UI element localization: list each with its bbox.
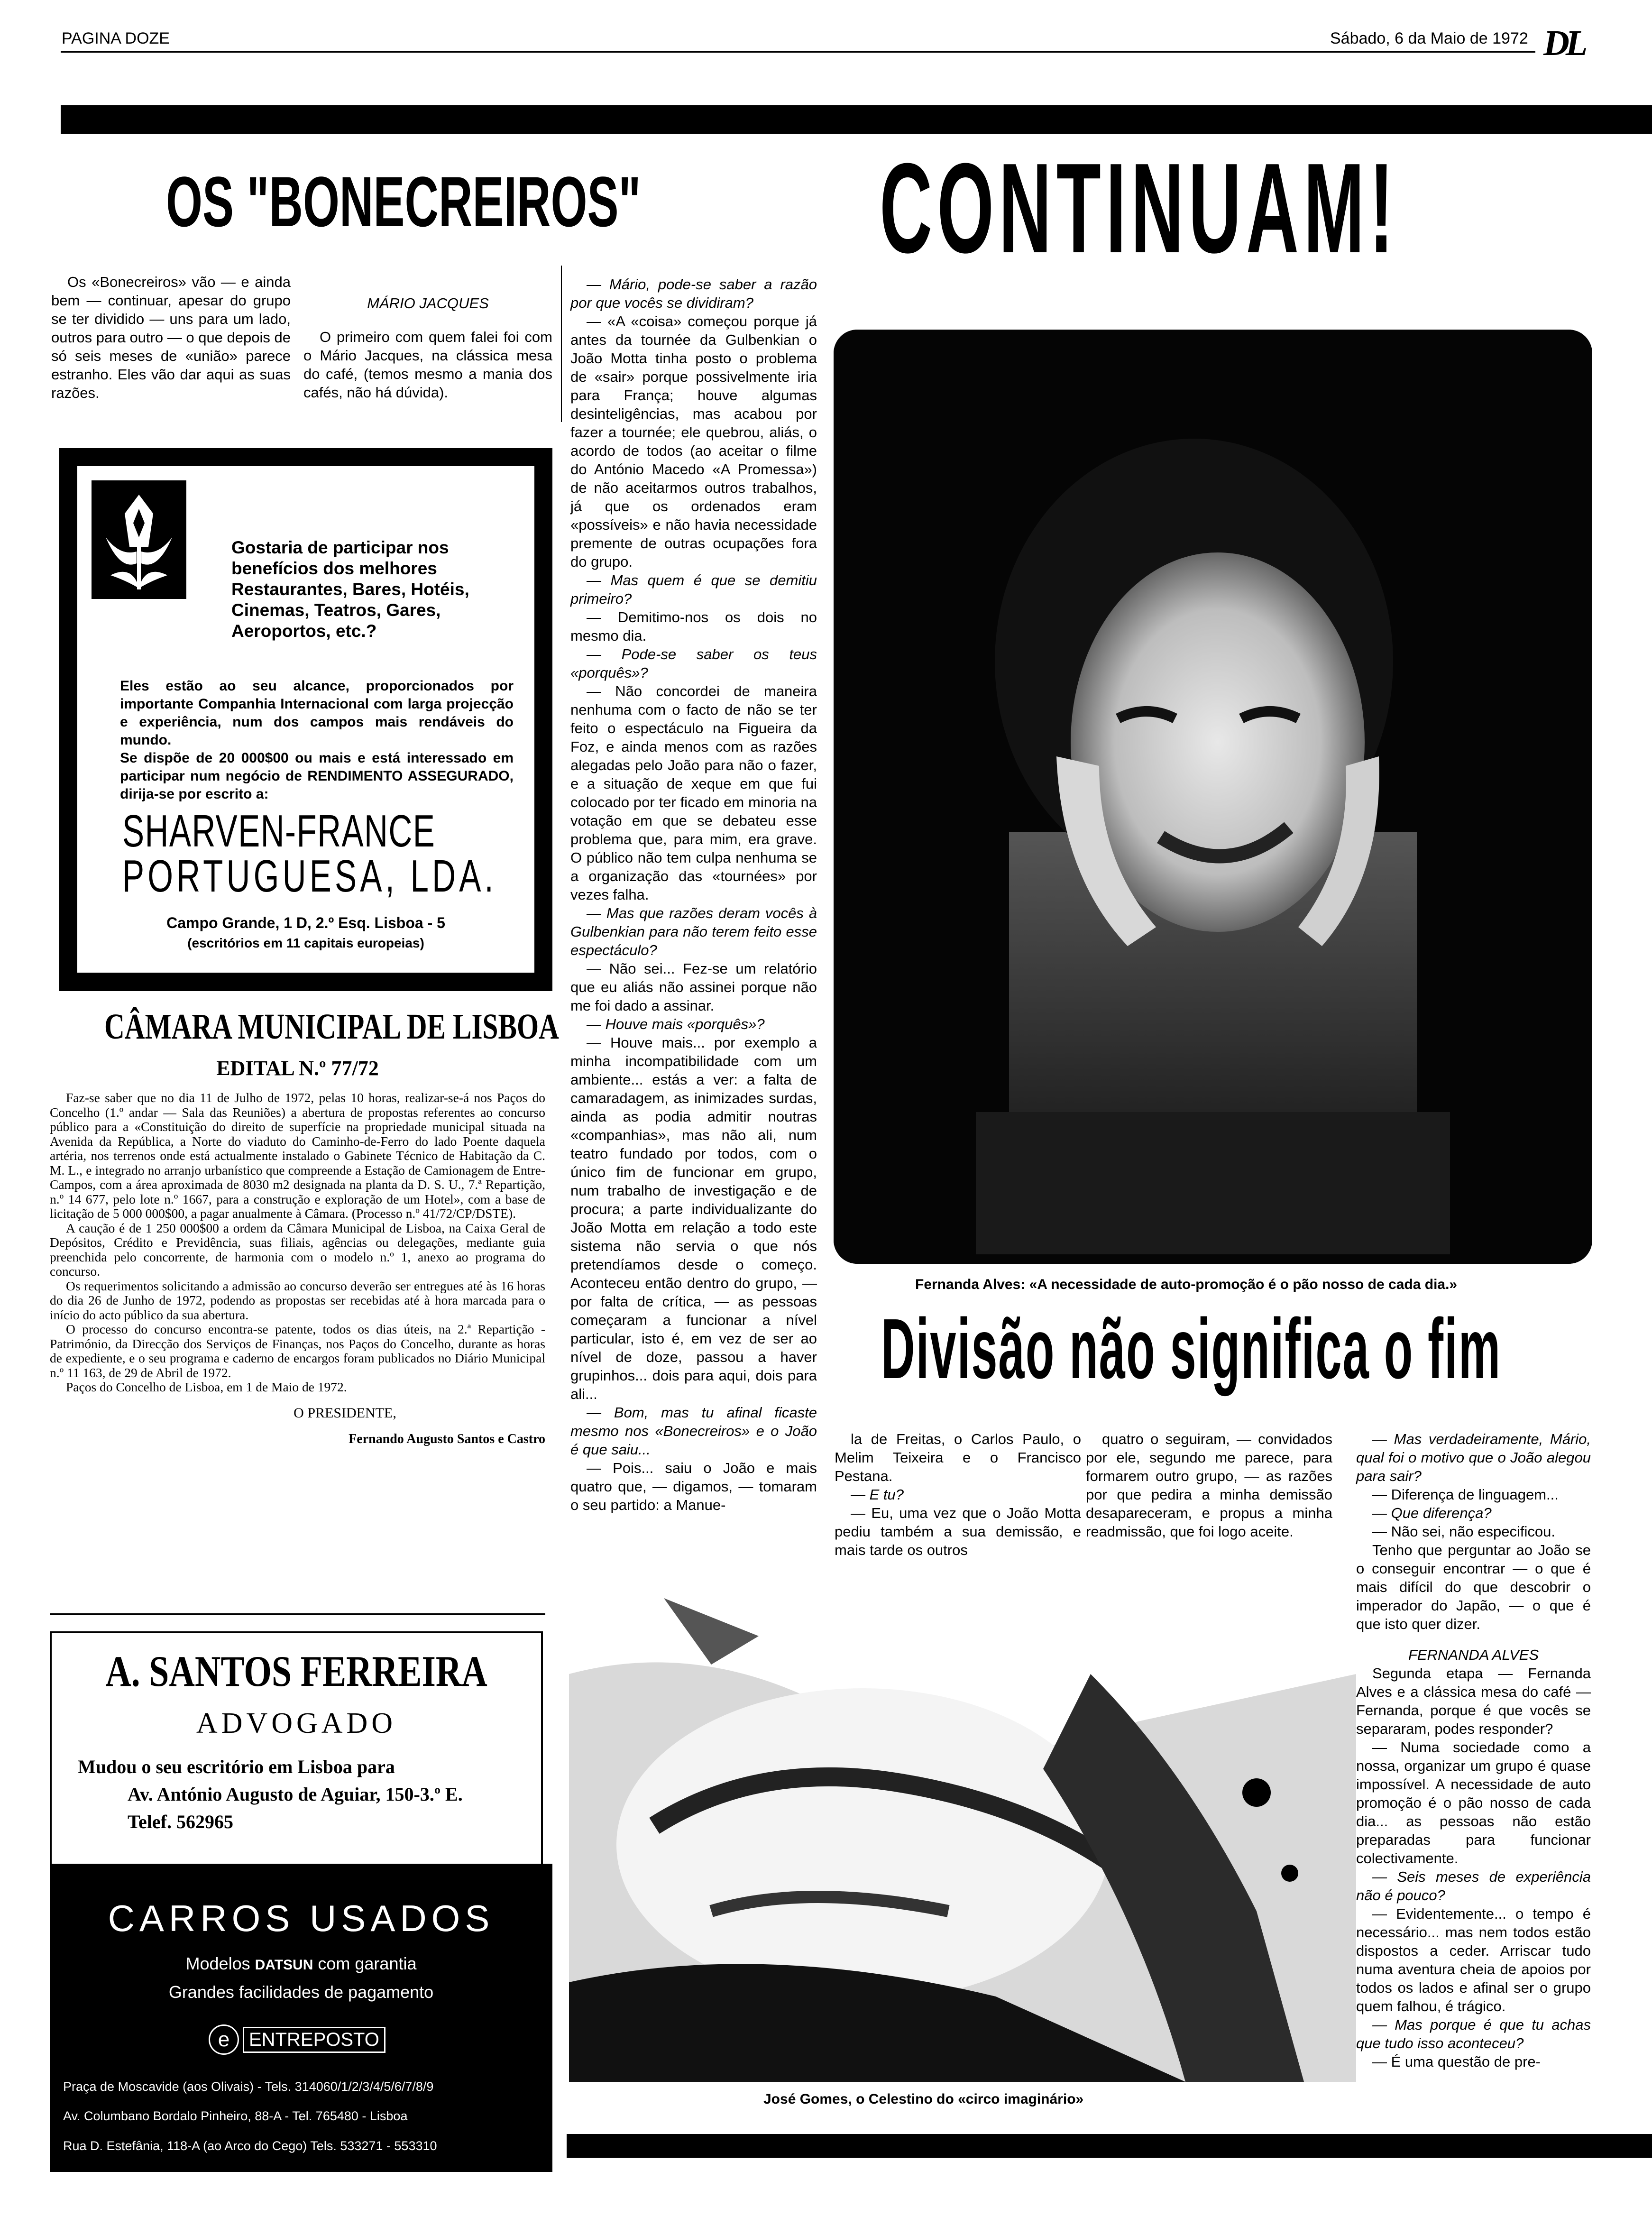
ad1-brand1: SHARVEN-FRANCE bbox=[122, 806, 436, 856]
subhead: Divisão não significa o fim bbox=[881, 1301, 1502, 1397]
paragraph: — Houve mais «porquês»? bbox=[587, 1016, 765, 1032]
bottom-column-2 bbox=[1086, 1430, 1332, 1541]
ad1-brand2: PORTUGUESA, LDA. bbox=[122, 851, 497, 902]
intro-text: Os «Bonecreiros» vão — e ainda bem — continuar, apesar do grupo se ter dividido — uns para um lado, outros para outro — o que depois de só seis meses de «união» parece estranho. Eles vão dar aqui as suas razões. bbox=[51, 274, 291, 401]
edital-p1: Faz-se saber que no dia 11 de Julho de 1972, pelas 10 horas, realizar-se-á nos Paços do Concelho (1.º andar — Sala das Reuniões) a abertura de propostas referentes ao concurso público para a «Constituição do direito de superfície na propriedade municipal situada na Avenida da República, a Norte do viaduto do Caminho-de-Ferro do lado Poente daquela artéria, nos terrenos onde está actualmente instalado o Gabinete Técnico de Habitação da C. M. L., e integrado no arranjo urbanístico que compreende a Estação de Camionagem de Entre-Campos, com a área aproximada de 8030 m2 designada na planta da D. S. U., 7.ª Repartição, n.º 14 677, pelo lote n.º 1667, para a construção e exploração de um Hotel», com a base de licitação de 5 000 000$00, a pagar anualmente à Câmara. (Processo n.º 41/72/CP/DSTE). bbox=[50, 1090, 545, 1221]
paragraph: Segunda etapa — Fernanda Alves e a clássica mesa do café — Fernanda, porque é que vocês se separaram, podes responder? bbox=[1356, 1665, 1591, 1737]
edital-rule bbox=[50, 1613, 545, 1615]
ad1-body2c: dirija-se por escrito a: bbox=[120, 786, 269, 802]
ad3-line2: Grandes facilidades de pagamento bbox=[168, 1982, 434, 2002]
paragraph: — Numa sociedade como a nossa, organizar um grupo é quase impossível. A necessidade de auto promoção é o pão nosso de cada dia... as pessoas não estão preparadas para funcionar colectivamente. bbox=[1356, 1739, 1591, 1867]
paragraph: — Que diferença? bbox=[1372, 1505, 1492, 1521]
ad1-body bbox=[120, 677, 514, 803]
paragraph: — «A «coisa» começou porque já antes da tournée da Gulbenkian o João Motta tinha posto o problema de «sair» porque possivelmente iria para França; houve algumas desinteligências, mas acabou por fazer a tournée; ele quebrou, aliás, o acordo de todos (ao aceitar o filme do António Macedo «A Promessa») de não aceitarmos outros trabalhos, já que os ordenados eram «possíveis» e não havia necessidade premente de outras ocupações fora do grupo. bbox=[570, 313, 817, 570]
paragraph: — E tu? bbox=[851, 1486, 904, 1503]
ad2-line2: Av. António Augusto de Aguiar, 150-3.º E. bbox=[128, 1784, 463, 1805]
ad2-line3: Telef. 562965 bbox=[128, 1811, 233, 1832]
portrait-image bbox=[834, 330, 1592, 1264]
edital-title: CÂMARA MUNICIPAL DE LISBOA bbox=[104, 1007, 559, 1047]
edital-p2: A caução é de 1 250 000$00 a ordem da Câmara Municipal de Lisboa, na Caixa Geral de Depósitos, Crédito e Previdência, suas filiais, agências ou delegações, mediante guia preenchida pelo concorrente, de harmonia com o modelo n.º 1, anexo ao programa do concurso. bbox=[50, 1220, 545, 1279]
headline-right: CONTINUAM! bbox=[880, 137, 1399, 280]
ad1-note: (escritórios em 11 capitais europeias) bbox=[187, 936, 424, 950]
edital-number: EDITAL N.º 77/72 bbox=[216, 1057, 379, 1080]
paragraph: — Pode-se saber os teus «porquês»? bbox=[570, 646, 817, 681]
ad1-lead: Gostaria de participar nos benefícios dos melhores Restaurantes, Bares, Hotéis, Cinemas, Teatros, Gares, Aeroportos, etc.? bbox=[231, 538, 469, 641]
edital-p4: O processo do concurso encontra-se patente, todos os dias úteis, na 2.ª Repartição - Património, da Direcção dos Serviços de Finanças, nos Paços do Concelho, durante as horas de expediente, e o seu programa e caderno de encargos foram publicados no Diário Municipal n.º 11 163, de 29 de Abril de 1972. bbox=[50, 1322, 545, 1380]
ad1-body2b: RENDIMENTO ASSEGURADO, bbox=[307, 768, 514, 784]
ad-santos-ferreira bbox=[50, 1631, 543, 1868]
ad3-addr3: Rua D. Estefânia, 118-A (ao Arco do Cego) Tels. 533271 - 553310 bbox=[63, 2139, 437, 2153]
newspaper-logo: DL bbox=[1543, 23, 1584, 63]
ad1-body2a: Se dispõe de 20 000$00 ou mais e está interessado em participar num negócio de bbox=[120, 750, 514, 784]
clown-image bbox=[569, 1579, 1356, 2082]
ad1-address: Campo Grande, 1 D, 2.º Esq. Lisboa - 5 bbox=[166, 914, 445, 931]
paragraph: — Bom, mas tu afinal ficaste mesmo nos «Bonecreiros» e o João é que saiu... bbox=[570, 1404, 817, 1458]
paragraph: — Houve mais... por exemplo a minha incompatibilidade com um ambiente... estás a ver: a falta de camaradagem, as inimizades surdas, ainda as podia admitir noutras «companhias», mas não ali, num teatro fundado por todos, com o único fim de funcionar em grupo, num trabalho de investigação e de procura; a parte individualizante do João Motta em relação a todo este sistema não servia o que nós pretendíamos desde o começo. Aconteceu então dentro do grupo, — por falta de crítica, — as pessoas começaram a funcionar a nível particular, isto é, em vez de ser ao nível de doze, passou a haver grupinhos... dois para aqui, dois para ali... bbox=[570, 1034, 817, 1402]
edital-sign-name: Fernando Augusto Santos e Castro bbox=[349, 1431, 545, 1446]
bottom-bar bbox=[567, 2134, 1652, 2158]
ad-carros-usados bbox=[50, 1864, 552, 2172]
paragraph: — Pois... saiu o João e mais quatro que, — digamos, — tomaram o seu partido: a Manue- bbox=[570, 1460, 817, 1513]
photo2-caption: José Gomes, o Celestino do «circo imaginário» bbox=[763, 2091, 1084, 2107]
col2-article bbox=[303, 294, 552, 402]
paragraph: — Não concordei de maneira nenhuma com o facto de não se ter feito o espectáculo na Figueira da Foz, e ainda menos com as razões alegadas pelo João para não o fazer, e a situação de xeque em que fui colocado por ter ficado em minoria na votação em que se debateu esse problema que, para mim, era grave. O público não tem culpa nenhuma se a organização das «tournées» por vezes falha. bbox=[570, 683, 817, 903]
photo1-caption: Fernanda Alves: «A necessidade de auto-promoção é o pão nosso de cada dia.» bbox=[915, 1277, 1458, 1292]
header-rule bbox=[61, 51, 1535, 53]
interview-column-1 bbox=[570, 275, 817, 1514]
edital-p3: Os requerimentos solicitando a admissão ao concurso deverão ser entregues até às 16 horas do dia 26 de Junho de 1972, podendo as propostas ser recebidas até à hora marcada para o início do acto público da sua abertura. bbox=[50, 1278, 545, 1322]
paragraph: — Mas quem é que se demitiu primeiro? bbox=[570, 572, 817, 607]
headline-left: OS "BONECREIROS" bbox=[166, 162, 641, 241]
issue-date: Sábado, 6 da Maio de 1972 bbox=[1330, 29, 1528, 47]
paragraph: — Não sei... Fez-se um relatório que eu aliás não assinei porque não me foi dado a assinar. bbox=[570, 960, 817, 1014]
paragraph: quatro o seguiram, — convidados por ele, segundo me parece, para formarem outro grupo, — as razões por que pedira a minha demissão desapareceram, e propus a minha readmissão, que foi logo aceite. bbox=[1086, 1431, 1332, 1540]
edital-body bbox=[50, 1091, 545, 1395]
photo-jose-gomes bbox=[569, 1579, 1356, 2082]
flower-logo-icon bbox=[92, 480, 186, 599]
paragraph: — Mário, pode-se saber a razão por que vocês se dividiram? bbox=[570, 276, 817, 311]
paragraph: — Seis meses de experiência não é pouco? bbox=[1356, 1868, 1591, 1904]
paragraph: — Mas porque é que tu achas que tudo isso aconteceu? bbox=[1356, 2016, 1591, 2051]
entreposto-logo-icon: e bbox=[209, 2024, 239, 2055]
ad2-title: ADVOGADO bbox=[196, 1707, 397, 1739]
ad2-name: A. SANTOS FERREIRA bbox=[105, 1647, 487, 1695]
bottom-column-1 bbox=[835, 1430, 1081, 1559]
paragraph: — Mas que razões deram vocês à Gulbenkian para não terem feito esse espectáculo? bbox=[570, 905, 817, 958]
paragraph: — É uma questão de pre- bbox=[1372, 2053, 1541, 2070]
entreposto-label: ENTREPOSTO bbox=[243, 2027, 385, 2053]
paragraph: — Mas verdadeiramente, Mário, qual foi o motivo que o João alegou para sair? bbox=[1356, 1431, 1591, 1484]
entreposto-brand bbox=[209, 2025, 385, 2054]
photo-fernanda-alves bbox=[834, 330, 1592, 1264]
edital-p5: Paços do Concelho de Lisboa, em 1 de Maio de 1972. bbox=[66, 1380, 347, 1394]
edital-notice bbox=[50, 1003, 559, 1447]
ad3-addr1: Praça de Moscavide (aos Olivais) - Tels. 314060/1/2/3/4/5/6/7/8/9 bbox=[63, 2079, 434, 2094]
interview-column-right bbox=[1356, 1430, 1591, 2071]
page-label: PAGINA DOZE bbox=[62, 29, 170, 47]
top-bar bbox=[61, 105, 1652, 134]
ad3-line1: Modelos DATSUN com garantia bbox=[185, 1954, 417, 1973]
datsun-logo: DATSUN bbox=[255, 1957, 313, 1973]
ad3-addr2: Av. Columbano Bordalo Pinheiro, 88-A - Tel. 765480 - Lisboa bbox=[63, 2109, 408, 2123]
paragraph: — Não sei, não especificou. bbox=[1372, 1523, 1555, 1540]
column-rule bbox=[561, 266, 562, 422]
paragraph: — Eu, uma vez que o João Motta pediu também a sua demissão, e mais tarde os outros bbox=[835, 1505, 1081, 1558]
paragraph: Tenho que perguntar ao João se o conseguir encontrar — o que é mais difícil do que descobrir o imperador do Japão, — o que é que isto quer dizer. bbox=[1356, 1542, 1591, 1632]
paragraph: — Demitimo-nos os dois no mesmo dia. bbox=[570, 609, 817, 644]
ad1-body1: Eles estão ao seu alcance, proporcionados por importante Companhia Internacional com larga projecção e experiência, num dos campos mais rendáveis do mundo. bbox=[120, 678, 514, 748]
edital-sign-title: O PRESIDENTE, bbox=[294, 1405, 396, 1421]
section-byline: FERNANDA ALVES bbox=[1408, 1647, 1539, 1663]
paragraph: — Diferença de linguagem... bbox=[1372, 1486, 1559, 1503]
paragraph: la de Freitas, o Carlos Paulo, o Melim Teixeira e o Francisco Pestana. bbox=[835, 1431, 1081, 1484]
col2-text: O primeiro com quem falei foi com o Mário Jacques, na clássica mesa do café, (temos mesmo a mania dos cafés, não há dúvida). bbox=[303, 329, 552, 401]
ad-sharven-france bbox=[59, 448, 552, 991]
paragraph: — Evidentemente... o tempo é necessário... mas nem todos estão dispostos a ceder. Arriscar tudo numa aventura cheia de apoios por todos os lados e afinal ser o grupo quem falhou, é trágico. bbox=[1356, 1905, 1591, 2015]
byline: MÁRIO JACQUES bbox=[367, 295, 489, 312]
ad2-line1: Mudou o seu escritório em Lisboa para bbox=[78, 1756, 395, 1777]
ad3-title: CARROS USADOS bbox=[108, 1897, 495, 1939]
